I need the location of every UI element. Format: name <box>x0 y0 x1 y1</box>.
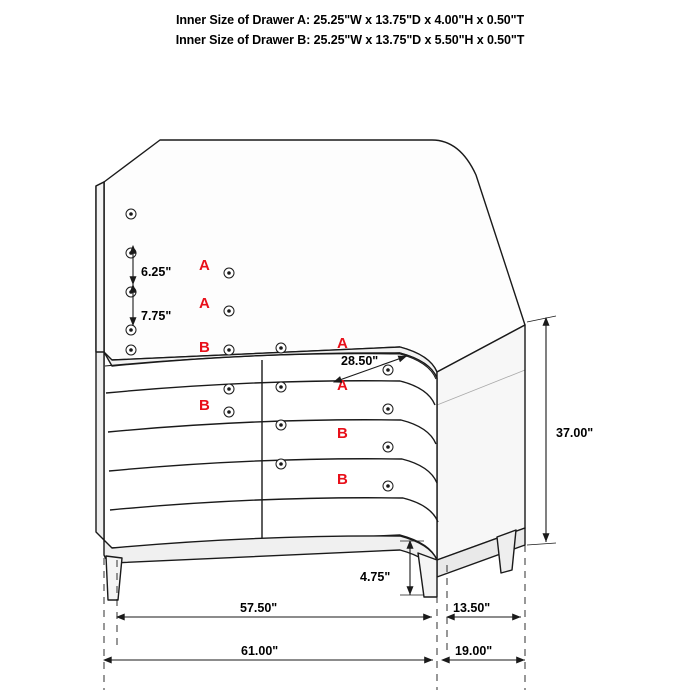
drawer-letter: B <box>199 339 210 356</box>
knob <box>126 287 136 297</box>
dim-text-leg: 4.75" <box>360 570 391 584</box>
knob <box>276 459 286 469</box>
knob <box>276 343 286 353</box>
drawer-letter: B <box>337 425 348 442</box>
knob <box>224 306 234 316</box>
front-face <box>104 352 437 560</box>
knob <box>224 384 234 394</box>
dim-text-front-outer: 61.00" <box>241 644 279 658</box>
ext-line-height-bottom <box>527 543 556 545</box>
knob <box>383 404 393 414</box>
drawer-letter: A <box>337 377 348 394</box>
knob <box>224 268 234 278</box>
knob <box>126 325 136 335</box>
dim-text-drawer-a: 6.25" <box>141 265 172 279</box>
drawer-a-spec: Inner Size of Drawer A: 25.25"W x 13.75"D x 4.00"H x 0.50"T <box>175 13 525 27</box>
left-side-face <box>96 182 104 352</box>
knob <box>126 248 136 258</box>
drawer-letter: A <box>199 257 210 274</box>
knob <box>383 442 393 452</box>
dim-text-front-inner: 57.50" <box>240 601 278 615</box>
knob <box>383 365 393 375</box>
leg-front-left <box>106 556 122 600</box>
knob <box>383 481 393 491</box>
knob <box>276 420 286 430</box>
dim-text-side-inner: 13.50" <box>453 601 491 615</box>
dresser-body <box>96 140 525 600</box>
knob <box>126 209 136 219</box>
dim-text-drawer-b: 7.75" <box>141 309 172 323</box>
drawer-letter: B <box>337 471 348 488</box>
top-surface <box>104 140 525 372</box>
ext-line-height-top <box>527 316 556 322</box>
drawer-letter: A <box>337 335 348 352</box>
knob <box>224 407 234 417</box>
knob <box>224 345 234 355</box>
leg-back-right <box>497 530 516 573</box>
knob <box>126 345 136 355</box>
leg-front-right <box>418 553 437 597</box>
drawer-letter: A <box>199 295 210 312</box>
knob <box>276 382 286 392</box>
dim-text-side-outer: 19.00" <box>455 644 493 658</box>
drawer-b-spec: Inner Size of Drawer B: 25.25"W x 13.75"D x 5.50"H x 0.50"T <box>175 33 525 47</box>
dim-text-height: 37.00" <box>556 426 594 440</box>
drawer-letter: B <box>199 397 210 414</box>
dim-text-depth: 28.50" <box>341 354 379 368</box>
